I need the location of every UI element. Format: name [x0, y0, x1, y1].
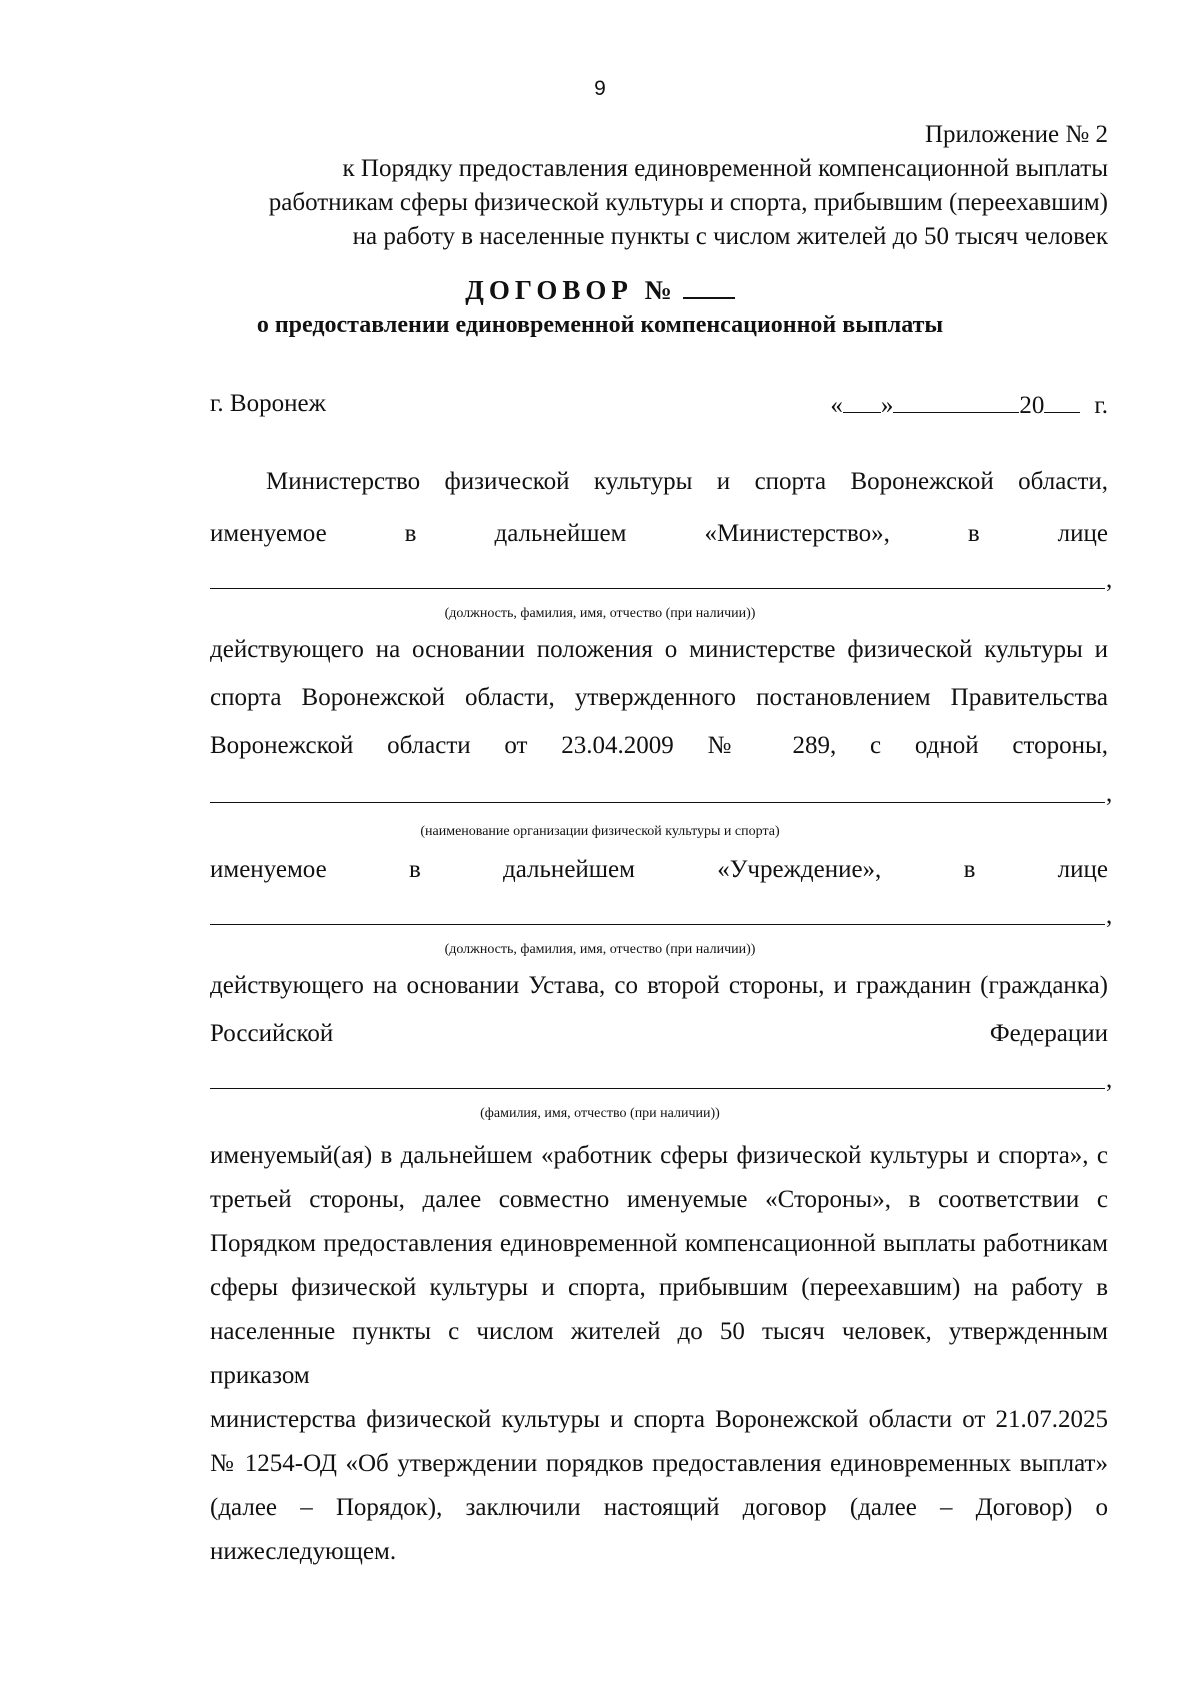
body-line-9: нижеследующем.	[210, 1538, 397, 1565]
date-year-prefix: 20	[1019, 392, 1045, 419]
caption-official: (должность, фамилия, имя, отчество (при наличии))	[444, 606, 756, 621]
comma-1: ,	[1106, 566, 1113, 593]
appendix-line-4: на работу в населенные пункты с числом жителей до 50 тысяч человек	[352, 223, 1108, 250]
citizen-line-2-left: Российской	[210, 1020, 334, 1047]
contract-title	[0, 275, 1200, 306]
comma-4: ,	[1106, 1066, 1113, 1093]
caption-official-2: (должность, фамилия, имя, отчество (при наличии))	[444, 942, 756, 957]
body-line-5: населенные пункты с числом жителей до 50 тысяч человек, утвержденным приказом	[210, 1318, 1108, 1389]
contract-date	[830, 390, 1108, 420]
comma-2: ,	[1106, 780, 1113, 807]
caption-org: (наименование организации физической культуры и спорта)	[420, 824, 780, 839]
basis-line-3: Воронежской области от 23.04.2009 № 289, с одной стороны,	[210, 732, 1108, 759]
contract-subtitle: о предоставлении единовременной компенсационной выплаты	[256, 312, 944, 338]
date-day-blank[interactable]	[843, 390, 881, 413]
basis-line-2: спорта Воронежской области, утвержденного постановлением Правительства	[210, 684, 1108, 711]
citizen-line-2-right: Федерации	[989, 1020, 1108, 1047]
ministry-line-2: именуемое в дальнейшем «Министерство», в лице	[210, 520, 1108, 547]
city: г. Воронеж	[210, 390, 326, 417]
official2-blank-line[interactable]	[210, 924, 1105, 925]
body-line-7: № 1254-ОД «Об утверждении порядков предоставления единовременных выплат»	[210, 1450, 1108, 1477]
citizen-name-blank-line[interactable]	[210, 1088, 1105, 1089]
body-paragraph	[210, 1134, 1108, 1574]
appendix-line-1: Приложение № 2	[924, 121, 1108, 148]
body-line-1: именуемый(ая) в дальнейшем «работник сферы физической культуры и спорта», с	[210, 1142, 1108, 1169]
body-line-8: (далее – Порядок), заключили настоящий договор (далее – Договор) о	[210, 1494, 1108, 1521]
date-month-blank[interactable]	[893, 390, 1019, 413]
contract-title-text: ДОГОВОР №	[465, 275, 677, 305]
date-year-suffix: г.	[1094, 392, 1108, 419]
date-open-quote: «	[830, 392, 843, 419]
org-blank-line[interactable]	[210, 802, 1105, 803]
date-close-quote: »	[880, 392, 894, 419]
contract-number-blank[interactable]	[683, 277, 735, 299]
ministry-line-1: Министерство физической культуры и спорта Воронежской области,	[266, 468, 1108, 495]
appendix-line-2: к Порядку предоставления единовременной компенсационной выплаты	[342, 155, 1108, 182]
page-number: 9	[594, 77, 606, 100]
date-year-blank[interactable]	[1044, 390, 1080, 413]
institution-line: именуемое в дальнейшем «Учреждение», в лице	[210, 856, 1108, 883]
body-line-4: сферы физической культуры и спорта, прибывшим (переехавшим) на работу в	[210, 1274, 1108, 1301]
body-line-6: министерства физической культуры и спорта Воронежской области от 21.07.2025	[210, 1406, 1108, 1433]
official-blank-line[interactable]	[210, 588, 1105, 589]
basis-line-1: действующего на основании положения о министерстве физической культуры и	[210, 636, 1108, 663]
citizen-line-1: действующего на основании Устава, со второй стороны, и гражданин (гражданка)	[210, 972, 1108, 999]
comma-3: ,	[1106, 902, 1113, 929]
body-line-3: Порядком предоставления единовременной компенсационной выплаты работникам	[210, 1230, 1108, 1257]
appendix-line-3: работникам сферы физической культуры и спорта, прибывшим (переехавшим)	[268, 189, 1108, 216]
body-line-2: третьей стороны, далее совместно именуемые «Стороны», в соответствии с	[210, 1186, 1108, 1213]
caption-name: (фамилия, имя, отчество (при наличии))	[480, 1106, 720, 1121]
